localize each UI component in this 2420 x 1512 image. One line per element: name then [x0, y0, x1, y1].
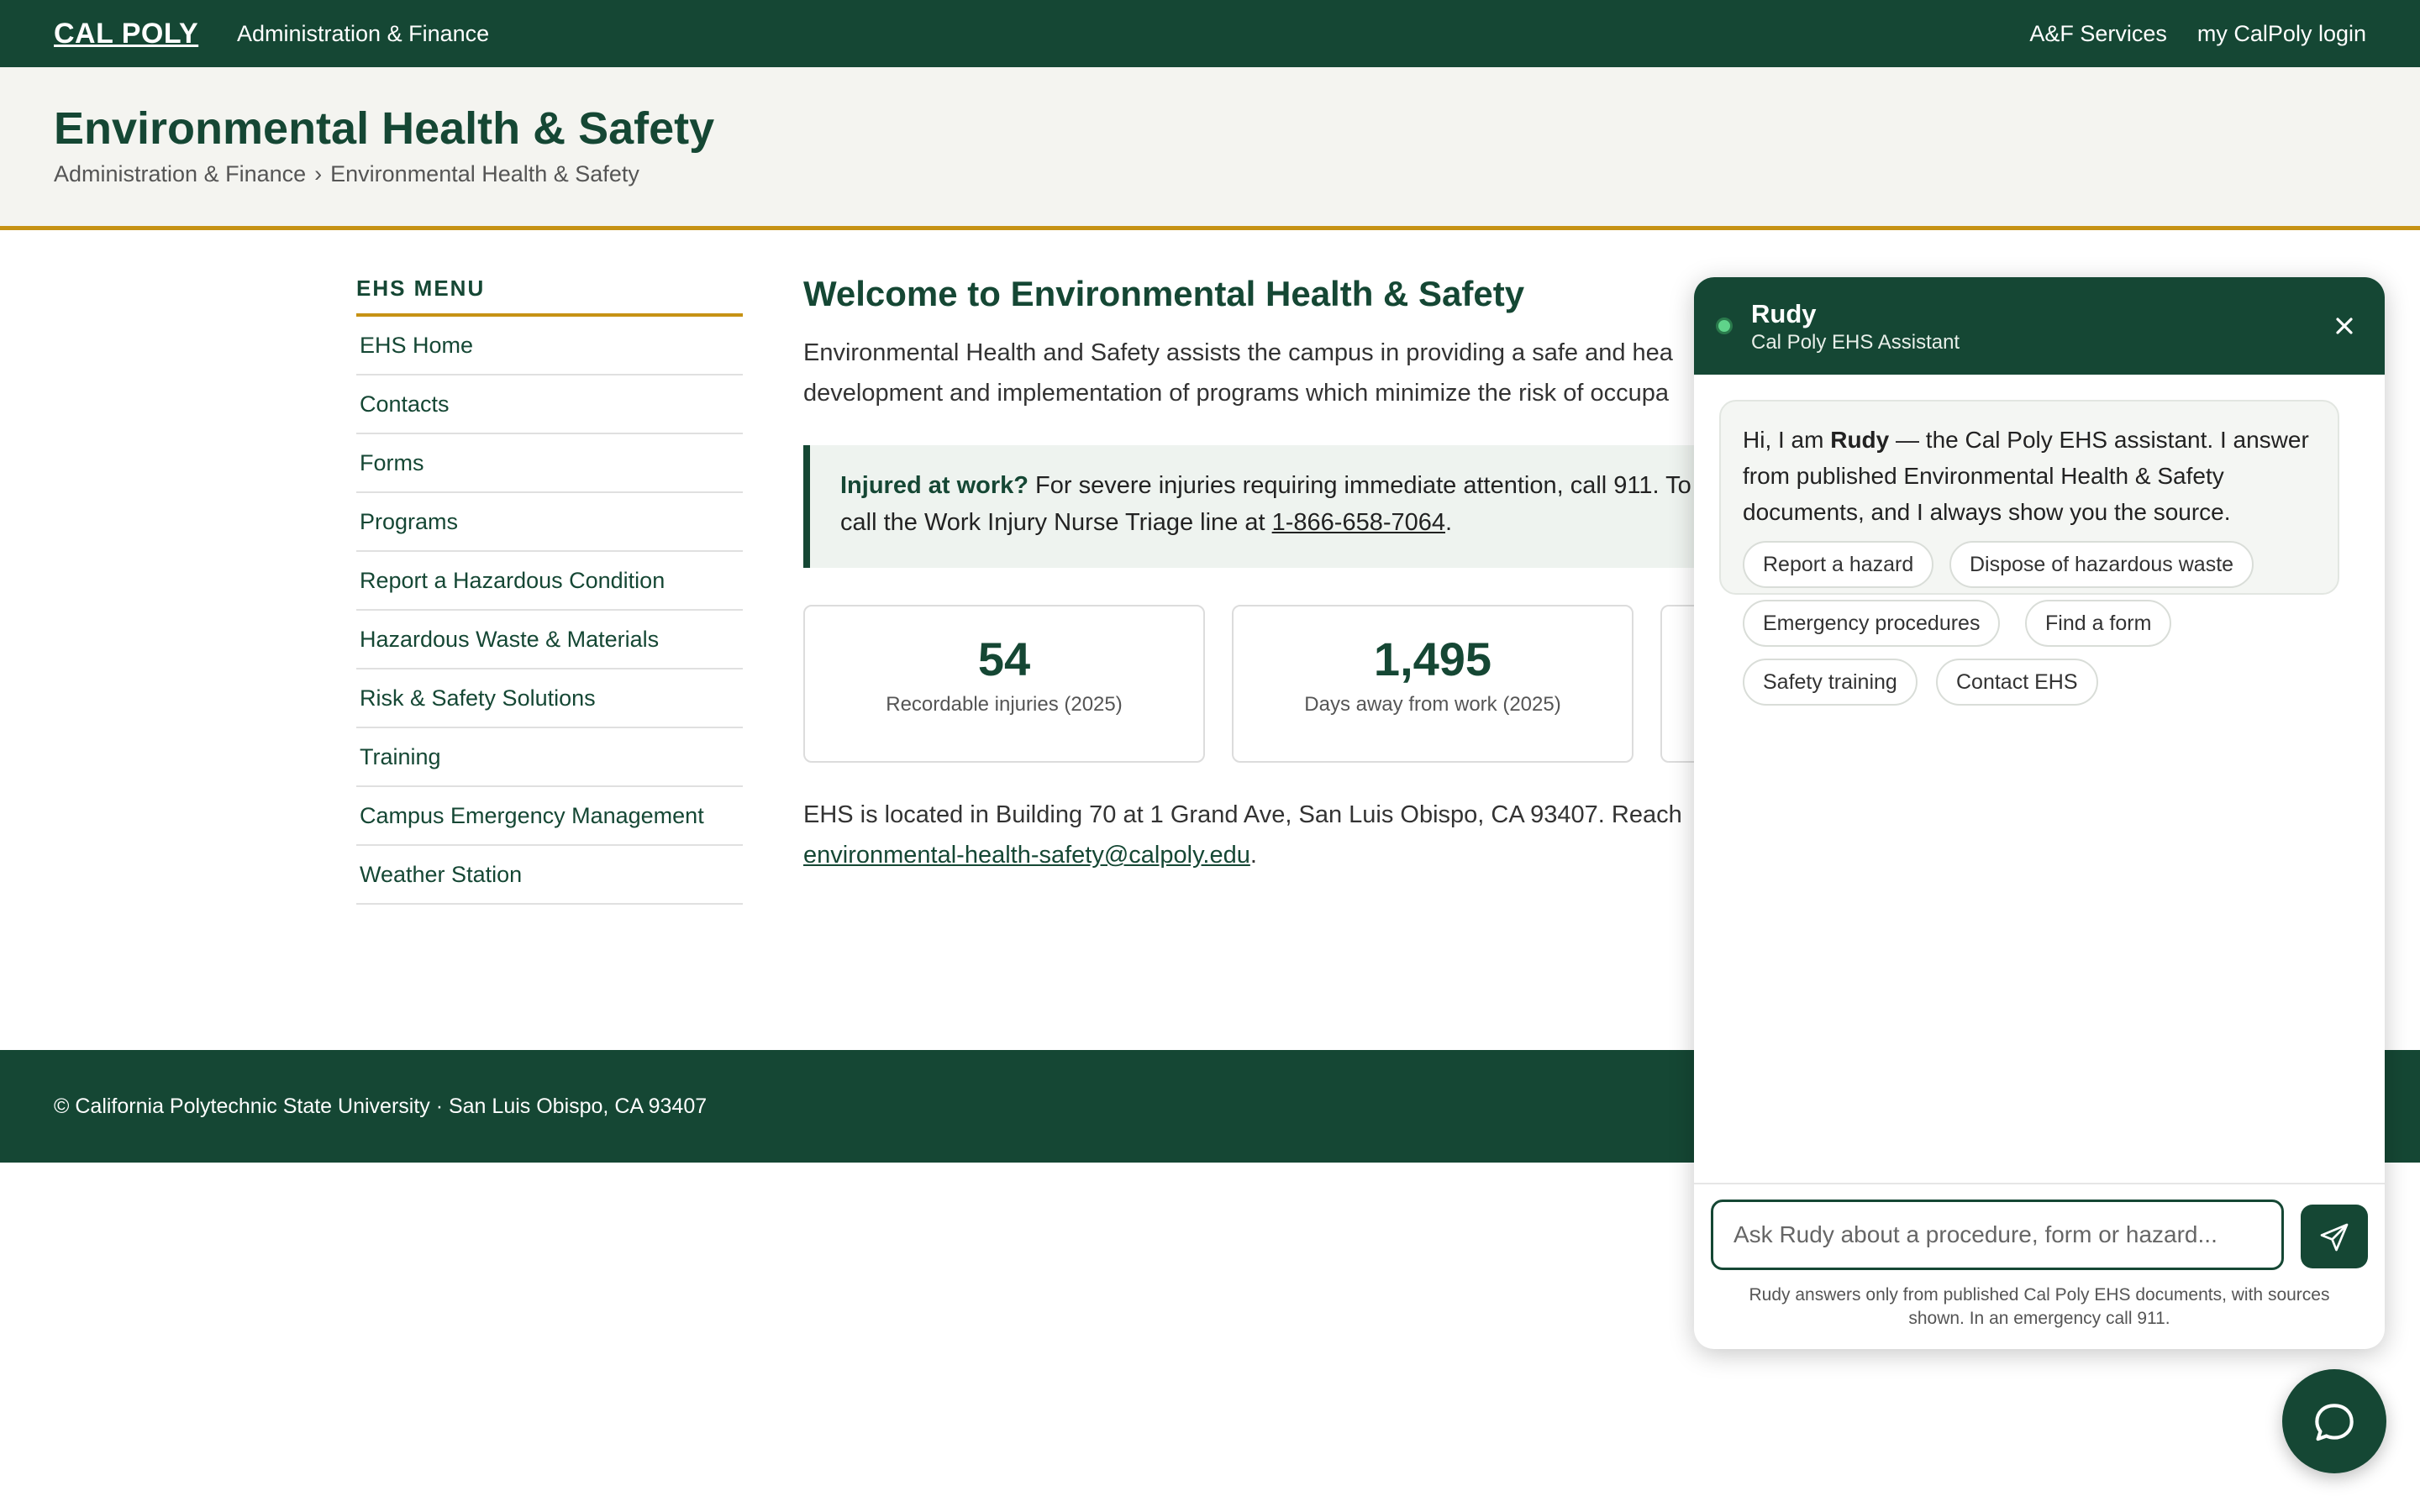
menu-row	[356, 669, 743, 728]
menu-row	[356, 611, 743, 669]
menu-row	[356, 434, 743, 493]
stat-value: 1,495	[1373, 633, 1492, 685]
breadcrumb-item-current: Environmental Health & Safety	[330, 161, 639, 186]
intro-text: Environmental Health and Safety assists the campus in providing a safe and hea development and implementation of programs which minimize the risk of occupa	[803, 339, 1673, 407]
menu-item-risk-safety[interactable]: Risk & Safety Solutions	[360, 685, 596, 711]
page-header	[0, 67, 2420, 230]
menu-row	[356, 317, 743, 375]
breadcrumb-item-administration[interactable]: Administration & Finance	[54, 161, 307, 186]
menu-item-hazardous-waste[interactable]: Hazardous Waste & Materials	[360, 627, 660, 652]
stat-label: Recordable injuries (2025)	[886, 693, 1123, 716]
close-chat-button[interactable]	[2324, 306, 2365, 346]
chip-contact-ehs[interactable]: Contact EHS	[1936, 659, 2098, 706]
nurse-triage-phone-link[interactable]: 1-866-658-7064	[1271, 509, 1446, 536]
open-chat-button[interactable]	[2282, 1369, 2386, 1473]
online-status-icon	[1716, 318, 1733, 334]
send-button[interactable]	[2301, 1205, 2368, 1268]
stats-row	[803, 605, 1812, 764]
injury-alert	[803, 445, 1728, 568]
ehs-email-link[interactable]: environmental-health-safety@calpoly.edu	[803, 842, 1250, 869]
stat-card-recordable-injuries	[803, 605, 1205, 763]
ehs-menu-list	[356, 317, 743, 905]
footer-copyright: © California Polytechnic State University · San Luis Obispo, CA 93407	[54, 1095, 708, 1118]
chat-panel	[1694, 277, 2385, 1349]
stat-label: Days away from work (2025)	[1304, 693, 1561, 716]
chip-safety-training[interactable]: Safety training	[1743, 659, 1918, 706]
chip-dispose-waste[interactable]: Dispose of hazardous waste	[1949, 541, 2254, 588]
close-icon	[2324, 306, 2365, 346]
greeting-message	[1719, 400, 2339, 694]
greeting-pre: Hi, I am	[1743, 427, 1831, 453]
assistant-name: Rudy	[1751, 299, 1817, 328]
chat-bubble-icon	[2308, 1397, 2360, 1449]
unit-link[interactable]: Administration & Finance	[237, 21, 490, 46]
top-nav	[2029, 0, 2366, 67]
main-content	[803, 274, 1728, 869]
alert-text: For severe injuries requiring immediate attention, call 911. To call the Work Injury Nurse Triage line at	[840, 472, 1691, 536]
top-bar	[0, 0, 2420, 67]
location-address: EHS is located in Building 70 at 1 Grand Ave, San Luis Obispo, CA 93407. Reach	[803, 801, 1682, 828]
menu-item-emergency-management[interactable]: Campus Emergency Management	[360, 803, 704, 828]
menu-item-report-hazard[interactable]: Report a Hazardous Condition	[360, 568, 666, 593]
menu-row	[356, 552, 743, 611]
chip-report-hazard[interactable]: Report a hazard	[1743, 541, 1933, 588]
menu-row	[356, 846, 743, 905]
breadcrumb-separator: ›	[314, 161, 323, 186]
cal-poly-logo[interactable]: CAL POLY	[54, 18, 199, 50]
af-services-link[interactable]: A&F Services	[2029, 20, 2167, 46]
menu-item-ehs-home[interactable]: EHS Home	[360, 333, 474, 358]
menu-item-training[interactable]: Training	[360, 744, 441, 769]
menu-row	[356, 493, 743, 552]
alert-lead: Injured at work?	[840, 472, 1028, 499]
send-icon	[2317, 1221, 2351, 1254]
ehs-menu-title: EHS MENU	[356, 276, 743, 317]
assistant-subtitle: Cal Poly EHS Assistant	[1751, 331, 1960, 354]
greeting-text	[1743, 422, 2316, 530]
location-text	[803, 795, 1812, 875]
page-title: Environmental Health & Safety	[54, 103, 715, 154]
chip-find-form[interactable]: Find a form	[2025, 600, 2171, 647]
menu-item-contacts[interactable]: Contacts	[360, 391, 450, 417]
chat-composer	[1694, 1183, 2385, 1349]
chat-header	[1694, 277, 2385, 375]
breadcrumb	[54, 161, 639, 187]
menu-row	[356, 728, 743, 787]
stat-card-days-away	[1232, 605, 1634, 763]
my-calpoly-login-link[interactable]: my CalPoly login	[2196, 20, 2366, 46]
stat-value: 54	[977, 633, 1031, 685]
welcome-heading: Welcome to Environmental Health & Safety	[803, 274, 1525, 313]
ehs-menu	[356, 276, 743, 905]
chat-disclaimer: Rudy answers only from published Cal Poly EHS documents, with sources shown. In an emergency call 911.	[1749, 1285, 2330, 1328]
alert-end: .	[1445, 509, 1453, 536]
menu-row	[356, 787, 743, 846]
menu-item-forms[interactable]: Forms	[360, 450, 424, 475]
menu-item-programs[interactable]: Programs	[360, 509, 459, 534]
chat-input[interactable]	[1711, 1200, 2284, 1270]
menu-item-weather-station[interactable]: Weather Station	[360, 862, 523, 887]
greeting-name: Rudy	[1830, 427, 1890, 453]
chip-emergency-procedures[interactable]: Emergency procedures	[1743, 600, 2000, 647]
location-end: .	[1249, 842, 1257, 869]
greeting-post: — the Cal Poly EHS assistant. I answer from published Environmental Health & Safety documents, and I always show you the source.	[1743, 427, 2309, 525]
menu-row	[356, 375, 743, 434]
